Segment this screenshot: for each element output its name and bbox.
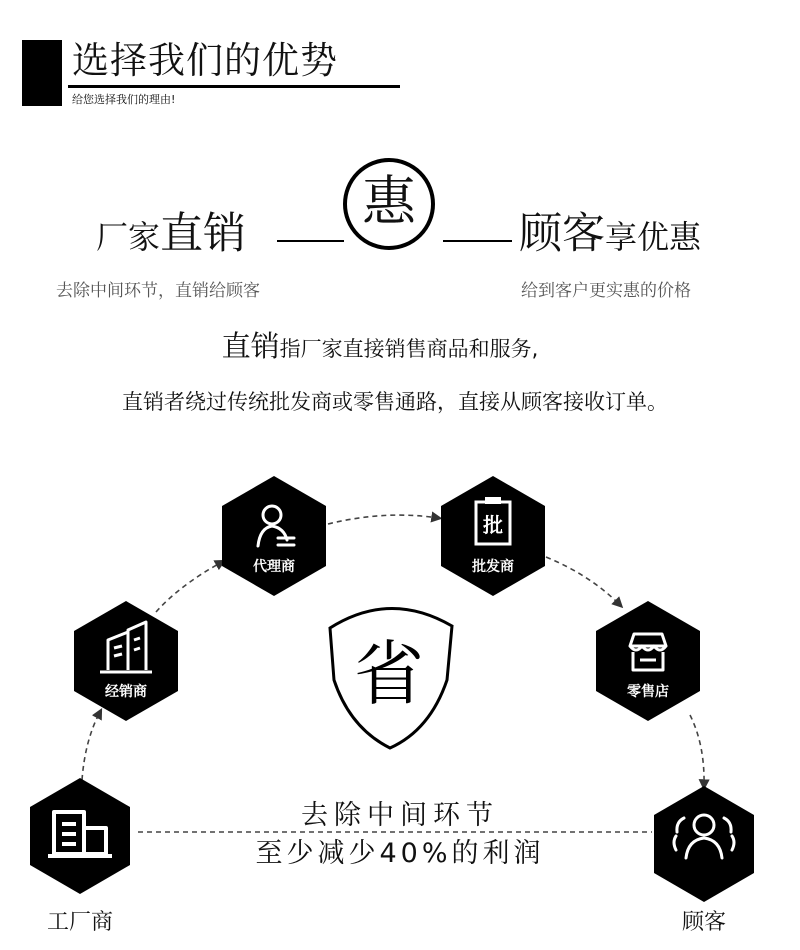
arrow-retail-to-customer <box>690 715 704 786</box>
description-line-2: 直销者绕过传统批发商或零售通路，直接从顾客接收订单。 <box>122 390 668 414</box>
hex-distributor <box>74 601 178 721</box>
label-factory: 工厂商 <box>46 910 113 935</box>
label-agent: 代理商 <box>253 559 295 575</box>
label-distributor: 经销商 <box>105 684 147 700</box>
caption-left: 去除中间环节，直销给顾客 <box>56 281 260 301</box>
hex-factory <box>30 778 130 894</box>
label-wholesaler: 批发商 <box>472 559 514 575</box>
description-lead: 直销 <box>221 329 280 363</box>
label-customer: 顾客 <box>681 910 726 935</box>
enjoy-discount-label: 享优惠 <box>605 218 702 256</box>
direct-sale-label: 直销 <box>160 209 247 259</box>
hex-customer <box>654 786 754 902</box>
customer-label: 顾客 <box>519 209 605 259</box>
factory-label: 厂家 <box>96 218 161 256</box>
shield-character: 省 <box>354 633 424 715</box>
description-rest: 指厂家直接销售商品和服务, <box>279 337 539 361</box>
arrow-wholesaler-to-retail <box>546 557 620 605</box>
arrow-distributor-to-agent <box>156 562 222 612</box>
hex-agent <box>222 476 326 596</box>
svg-text:批: 批 <box>483 513 503 537</box>
caption-right: 给到客户更实惠的价格 <box>521 281 691 301</box>
center-line-1: 去除中间环节 <box>301 800 499 831</box>
page-title: 选择我们的优势 <box>72 39 338 82</box>
page-subtitle: 给您选择我们的理由! <box>72 93 176 106</box>
label-retail: 零售店 <box>627 684 669 700</box>
center-line-2: 至少减少40%的利润 <box>255 838 545 869</box>
hui-character: 惠 <box>362 170 416 233</box>
arrow-agent-to-wholesaler <box>328 515 438 524</box>
arrow-factory-to-distributor <box>82 712 100 780</box>
